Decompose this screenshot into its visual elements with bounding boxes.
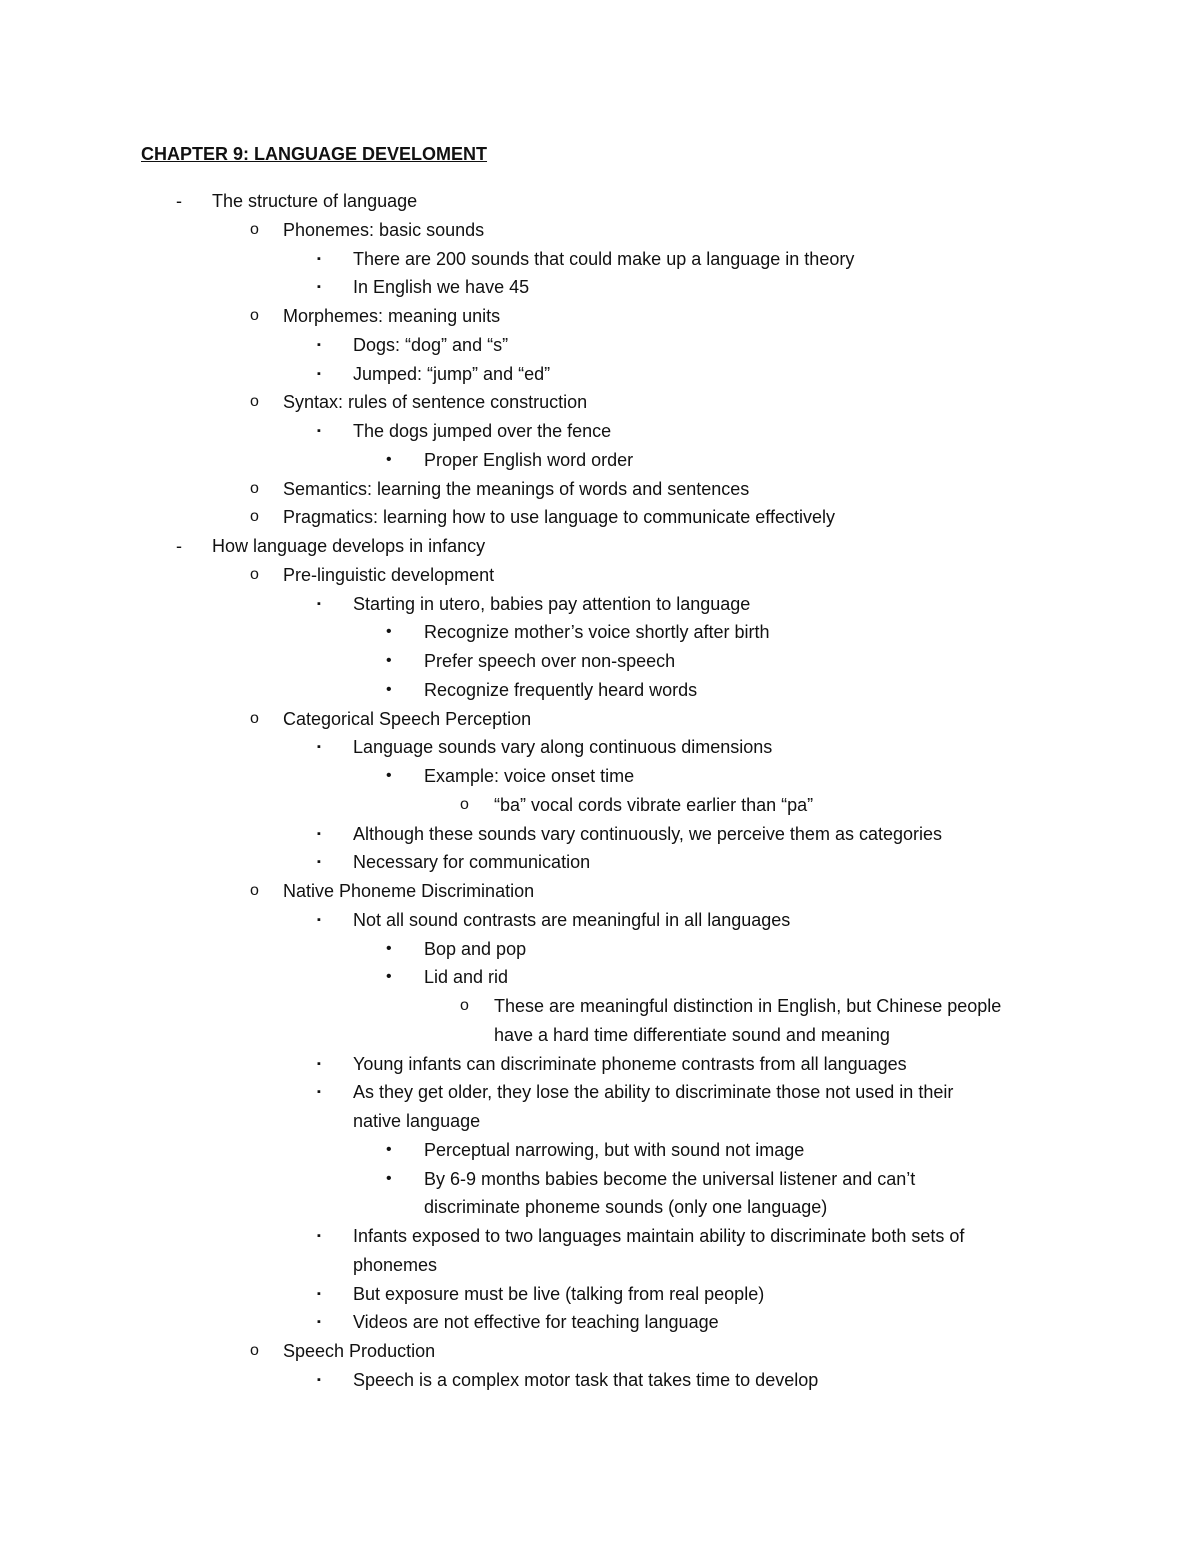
outline-item-text: Syntax: rules of sentence construction <box>283 392 588 413</box>
outline-item-text: Bop and pop <box>424 938 527 959</box>
square-bullet-icon: ▪ <box>317 1373 321 1386</box>
disc-bullet-icon: • <box>386 1140 392 1158</box>
outline-item-level-4 <box>0 647 1200 676</box>
square-bullet-icon: ▪ <box>317 1316 321 1329</box>
circle-bullet-icon: o <box>250 307 259 324</box>
circle-bullet-icon: o <box>250 565 259 583</box>
outline-item-level-4 <box>0 963 1200 992</box>
outline-item-text: Speech is a complex motor task that takes time to develop <box>353 1369 819 1390</box>
outline-item-text: Phonemes: basic sounds <box>283 219 485 240</box>
outline-item-text: Jumped: “jump” and “ed” <box>353 363 551 384</box>
square-bullet-icon: ▪ <box>317 856 321 869</box>
outline-item-level-2 <box>0 705 1200 734</box>
outline-item-level-3 <box>0 1222 1200 1251</box>
outline-item-text: Prefer speech over non-speech <box>424 651 676 671</box>
outline-item-text: have a hard time differentiate sound and meaning <box>494 1024 890 1045</box>
outline-item-level-4 <box>0 762 1200 791</box>
outline-item-level-3 <box>0 417 1200 446</box>
outline-line-continuation <box>0 1193 1200 1222</box>
outline-item-level-4 <box>0 1165 1200 1194</box>
outline-line-continuation <box>0 1107 1200 1136</box>
circle-bullet-icon: o <box>250 479 259 497</box>
outline-item-level-3 <box>0 360 1200 389</box>
square-bullet-icon: ▪ <box>317 741 321 754</box>
outline-item-text: discriminate phoneme sounds (only one language) <box>424 1197 828 1218</box>
outline-item-text: native language <box>353 1111 481 1131</box>
outline-item-level-2 <box>0 302 1200 331</box>
outline-item-level-4 <box>0 1136 1200 1165</box>
outline-item-level-3 <box>0 1280 1200 1309</box>
disc-bullet-icon: • <box>386 968 392 986</box>
square-bullet-icon: ▪ <box>317 597 321 610</box>
outline-item-level-3 <box>0 1308 1200 1337</box>
outline-item-level-2 <box>0 216 1200 245</box>
outline-line-continuation <box>0 1021 1200 1050</box>
disc-bullet-icon: • <box>386 450 392 468</box>
disc-bullet-icon: • <box>386 1169 392 1187</box>
outline-item-text: But exposure must be live (talking from real people) <box>353 1283 765 1304</box>
outline-item-level-2 <box>0 388 1200 417</box>
outline-item-text: Infants exposed to two languages maintain ability to discriminate both sets of <box>353 1226 965 1246</box>
outline-item-level-5 <box>0 992 1200 1021</box>
circle-bullet-icon: o <box>460 795 469 813</box>
outline-item-text: Language sounds vary along continuous dimensions <box>353 737 773 758</box>
square-bullet-icon: ▪ <box>317 1230 321 1242</box>
outline-item-level-3 <box>0 820 1200 849</box>
outline-item-text: Perceptual narrowing, but with sound not image <box>424 1139 805 1160</box>
outline-item-text: There are 200 sounds that could make up a language in theory <box>353 248 855 269</box>
circle-bullet-icon: o <box>250 393 259 411</box>
dash-bullet-icon: - <box>176 191 182 211</box>
outline-item-level-4 <box>0 676 1200 705</box>
outline-item-level-3 <box>0 331 1200 360</box>
outline-item-text: The dogs jumped over the fence <box>353 421 612 441</box>
outline-item-text: Speech Production <box>283 1341 436 1361</box>
outline-item-text: Videos are not effective for teaching language <box>353 1312 719 1333</box>
outline-item-text: Proper English word order <box>424 449 634 470</box>
disc-bullet-icon: • <box>386 767 392 784</box>
outline-item-text: Recognize frequently heard words <box>424 679 698 700</box>
outline-item-text: Starting in utero, babies pay attention to language <box>353 593 751 614</box>
outline-item-level-3 <box>0 273 1200 302</box>
circle-bullet-icon: o <box>250 709 259 727</box>
disc-bullet-icon: • <box>386 939 392 957</box>
outline-line-continuation <box>0 1251 1200 1280</box>
disc-bullet-icon: • <box>386 652 392 669</box>
outline-item-level-2 <box>0 561 1200 590</box>
square-bullet-icon: ▪ <box>317 827 321 840</box>
outline-item-text: phonemes <box>353 1254 438 1275</box>
outline-item-text: Native Phoneme Discrimination <box>283 881 535 901</box>
circle-bullet-icon: o <box>250 882 259 899</box>
outline-item-text: Categorical Speech Perception <box>283 708 532 729</box>
dash-bullet-icon: - <box>176 536 182 556</box>
outline-item-level-3 <box>0 848 1200 877</box>
outline-item-text: Young infants can discriminate phoneme contrasts from all languages <box>353 1053 907 1074</box>
outline-item-text: Pragmatics: learning how to use language to communicate effectively <box>283 507 835 528</box>
outline-item-level-3 <box>0 1366 1200 1395</box>
outline-item-level-5 <box>0 791 1200 820</box>
disc-bullet-icon: • <box>386 623 392 641</box>
outline-item-level-2 <box>0 877 1200 906</box>
outline-item-level-3 <box>0 1050 1200 1079</box>
outline-item-level-3 <box>0 245 1200 274</box>
outline-item-text: Recognize mother’s voice shortly after birth <box>424 622 770 643</box>
outline-list <box>0 187 1200 1395</box>
outline-item-text: Necessary for communication <box>353 852 591 873</box>
outline-item-level-4 <box>0 618 1200 647</box>
outline-item-text: How language develops in infancy <box>212 536 486 556</box>
outline-item-level-3 <box>0 733 1200 762</box>
outline-item-level-4 <box>0 446 1200 475</box>
square-bullet-icon: ▪ <box>317 281 321 294</box>
outline-item-text: The structure of language <box>212 191 418 211</box>
outline-item-text: Example: voice onset time <box>424 766 635 786</box>
outline-item-text: As they get older, they lose the ability to discriminate those not used in their <box>353 1082 954 1103</box>
outline-item-level-3 <box>0 1078 1200 1107</box>
outline-item-text: “ba” vocal cords vibrate earlier than “pa” <box>494 794 814 815</box>
outline-item-text: Not all sound contrasts are meaningful in all languages <box>353 909 791 930</box>
disc-bullet-icon: • <box>386 680 392 698</box>
outline-item-level-3 <box>0 906 1200 935</box>
outline-item-text: Pre-linguistic development <box>283 564 495 585</box>
square-bullet-icon: ▪ <box>317 1086 321 1099</box>
outline-item-level-1 <box>0 187 1200 216</box>
outline-item-level-4 <box>0 935 1200 964</box>
square-bullet-icon: ▪ <box>317 367 321 380</box>
square-bullet-icon: ▪ <box>317 338 321 351</box>
circle-bullet-icon: o <box>250 220 259 238</box>
outline-item-level-2 <box>0 1337 1200 1366</box>
outline-item-text: Morphemes: meaning units <box>283 306 501 326</box>
outline-item-text: In English we have 45 <box>353 277 530 298</box>
outline-item-level-1 <box>0 532 1200 561</box>
circle-bullet-icon: o <box>460 997 469 1014</box>
outline-item-text: Lid and rid <box>424 967 509 988</box>
circle-bullet-icon: o <box>250 508 259 526</box>
square-bullet-icon: ▪ <box>317 1057 321 1070</box>
square-bullet-icon: ▪ <box>317 252 321 265</box>
square-bullet-icon: ▪ <box>317 425 321 437</box>
chapter-title: CHAPTER 9: LANGUAGE DEVELOMENT <box>141 144 488 164</box>
outline-item-text: Dogs: “dog” and “s” <box>353 334 509 355</box>
outline-item-text: Although these sounds vary continuously, we perceive them as categories <box>353 823 942 844</box>
outline-item-level-3 <box>0 590 1200 619</box>
square-bullet-icon: ▪ <box>317 913 321 926</box>
outline-item-text: These are meaningful distinction in English, but Chinese people <box>494 996 1002 1016</box>
outline-item-level-2 <box>0 503 1200 532</box>
square-bullet-icon: ▪ <box>317 1287 321 1300</box>
outline-item-level-2 <box>0 475 1200 504</box>
outline-item-text: Semantics: learning the meanings of words and sentences <box>283 478 750 499</box>
outline-item-text: By 6-9 months babies become the universal listener and can’t <box>424 1168 916 1189</box>
circle-bullet-icon: o <box>250 1342 259 1359</box>
